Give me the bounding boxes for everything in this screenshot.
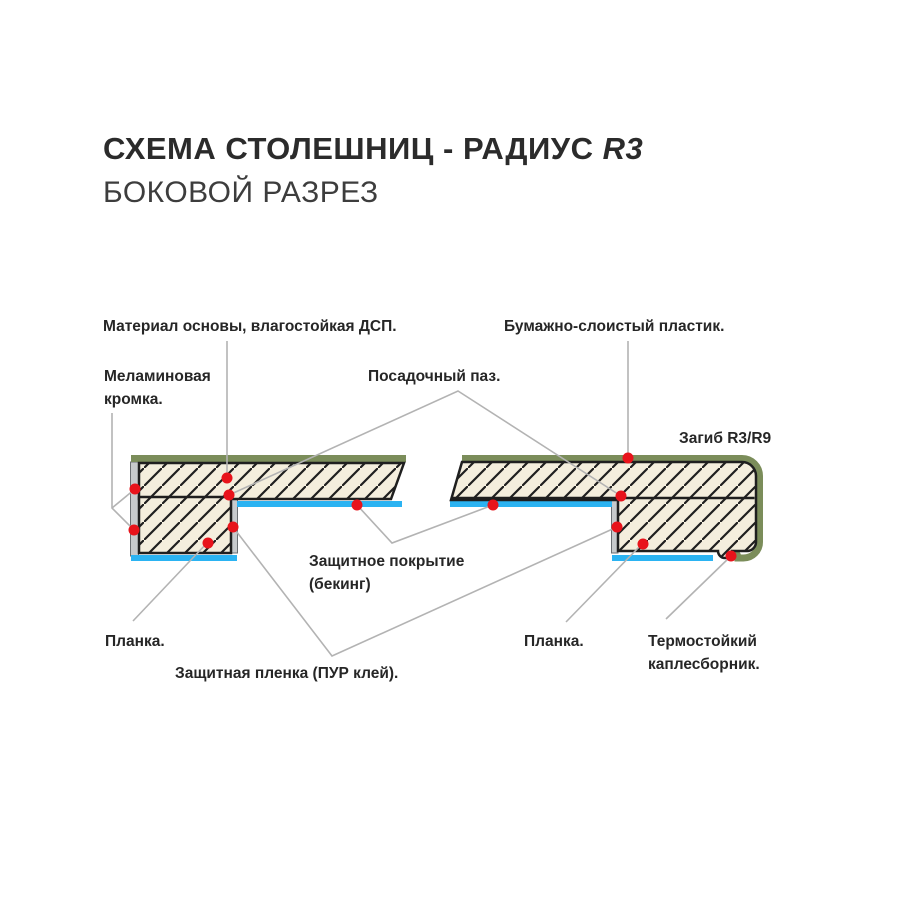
label-drip-collector-line1: Термостойкий bbox=[648, 633, 757, 650]
right-countertop-section bbox=[450, 459, 760, 562]
marker-groove-right bbox=[616, 491, 627, 502]
label-batten-right: Планка. bbox=[524, 633, 584, 650]
melamine-edge-strip bbox=[131, 462, 139, 556]
marker-melamine-bottom bbox=[129, 525, 140, 536]
marker-batten-left bbox=[203, 538, 214, 549]
left-backing-strip-slab bbox=[237, 501, 402, 507]
marker-groove-left bbox=[224, 490, 235, 501]
left-backing-strip-batten bbox=[131, 555, 237, 561]
page-subtitle: БОКОВОЙ РАЗРЕЗ bbox=[103, 176, 379, 209]
marker-base-material bbox=[222, 473, 233, 484]
left-slab-body bbox=[139, 463, 404, 499]
label-backing-line1: Защитное покрытие bbox=[309, 553, 465, 570]
left-laminate-strip bbox=[131, 455, 406, 462]
marker-backing-left bbox=[352, 500, 363, 511]
right-backing-strip-slab bbox=[450, 501, 612, 507]
leader-batten-right bbox=[566, 544, 642, 622]
label-base-material: Материал основы, влагостойкая ДСП. bbox=[103, 318, 397, 335]
leader-batten-left bbox=[133, 543, 207, 621]
marker-plastic bbox=[623, 453, 634, 464]
right-board-body bbox=[451, 462, 756, 558]
label-drip-collector-line2: каплесборник. bbox=[648, 656, 760, 673]
label-backing bbox=[309, 550, 464, 596]
leader-drip bbox=[666, 556, 731, 619]
left-countertop-section bbox=[131, 455, 407, 561]
leader-backing bbox=[357, 505, 493, 543]
label-protective-film: Защитная пленка (ПУР клей). bbox=[175, 665, 399, 682]
label-drip-collector bbox=[648, 630, 760, 676]
marker-batten-right bbox=[638, 539, 649, 550]
marker-drip bbox=[726, 551, 737, 562]
label-melamine-edge-line1: Меламиновая bbox=[104, 368, 211, 385]
label-batten-left: Планка. bbox=[105, 633, 165, 650]
left-batten-body bbox=[139, 497, 231, 553]
page-title-radius: R3 bbox=[602, 131, 644, 166]
marker-film-right bbox=[612, 522, 623, 533]
page-title-main: СХЕМА СТОЛЕШНИЦ - РАДИУС bbox=[103, 131, 603, 166]
marker-backing-right bbox=[488, 500, 499, 511]
label-backing-line2: (бекинг) bbox=[309, 576, 371, 593]
label-mounting-groove: Посадочный паз. bbox=[368, 368, 501, 385]
marker-melamine-top bbox=[130, 484, 141, 495]
label-melamine-edge bbox=[104, 365, 211, 411]
label-bend-radius: Загиб R3/R9 bbox=[679, 430, 772, 447]
label-melamine-edge-line2: кромка. bbox=[104, 391, 163, 408]
marker-film-left bbox=[228, 522, 239, 533]
label-plastic-laminate: Бумажно-слоистый пластик. bbox=[504, 318, 725, 335]
